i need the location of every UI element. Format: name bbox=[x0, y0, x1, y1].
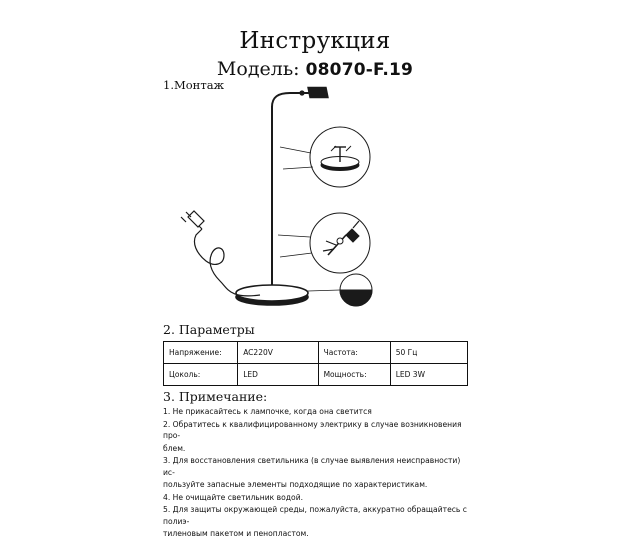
param-label-power: Мощность: bbox=[318, 364, 390, 386]
model-code: 08070-F.19 bbox=[305, 60, 414, 80]
note-line: 2. Обратитесь к квалифицированному электрику в случае возникновения про- bbox=[163, 419, 462, 441]
param-value-power: LED 3W bbox=[390, 364, 467, 386]
table-row bbox=[164, 342, 468, 364]
param-value-voltage: AC220V bbox=[238, 342, 318, 364]
notes-list bbox=[163, 406, 468, 541]
param-value-frequency: 50 Гц bbox=[390, 342, 467, 364]
model-label: Модель: bbox=[216, 58, 300, 80]
note-line: 5. Для защиты окружающей среды, пожалуйста, аккуратно обращайтесь с полиэ- bbox=[163, 505, 467, 526]
note-line: тиленовым пакетом и пенопластом. bbox=[163, 529, 309, 539]
lamp-illustration bbox=[150, 85, 480, 315]
note-line: блем. bbox=[163, 443, 186, 453]
table-row bbox=[164, 364, 468, 386]
parameters-table bbox=[163, 341, 468, 386]
model-line bbox=[0, 58, 630, 80]
section-heading-montage: 1.Монтаж bbox=[163, 78, 225, 92]
note-line: 1. Не прикасайтесь к лампочке, когда она светится bbox=[163, 407, 372, 416]
param-label-voltage: Напряжение: bbox=[164, 342, 238, 364]
page-title: Инструкция bbox=[239, 28, 391, 54]
note-line: пользуйте запасные элементы подходящие по характеристикам. bbox=[163, 480, 428, 490]
param-label-socket: Цоколь: bbox=[164, 364, 238, 386]
section-heading-parameters: 2. Параметры bbox=[163, 322, 255, 337]
note-line: 4. Не очищайте светильник водой. bbox=[163, 492, 304, 502]
section-heading-notes: 3. Примечание: bbox=[163, 389, 268, 404]
note-line: 3. Для восстановления светильника (в случае выявления неисправности) ис- bbox=[163, 456, 461, 477]
param-label-frequency: Частота: bbox=[318, 342, 390, 364]
param-value-socket: LED bbox=[238, 364, 318, 386]
